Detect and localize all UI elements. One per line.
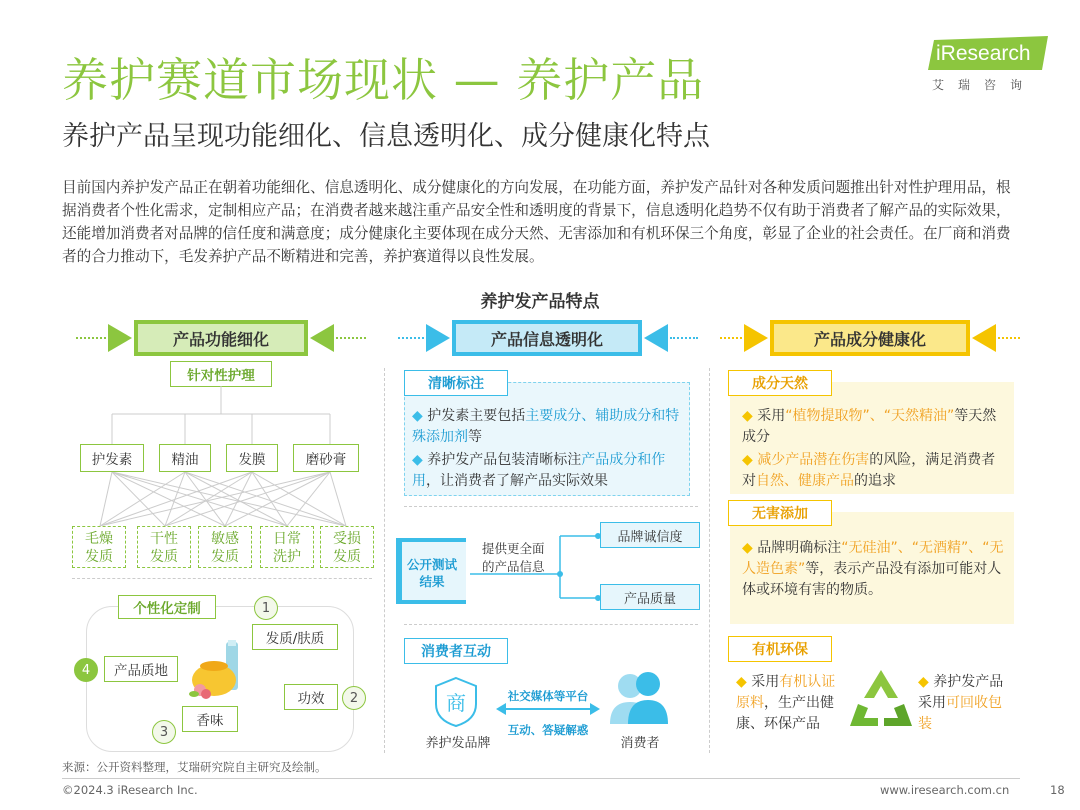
col1-header — [76, 320, 366, 356]
col2-header — [398, 320, 700, 356]
brand-label: 养护发品牌 — [425, 736, 491, 751]
natural-bullet-1: ◆ 采用“植物提取物”、“天然精油”等天然成分 — [742, 408, 997, 445]
site-url[interactable]: www.iresearch.com.cn — [880, 783, 1010, 797]
test-results-label: 公开测试结果 — [406, 557, 457, 589]
custom-num-4: 4 — [74, 658, 98, 682]
consumers-icon — [608, 670, 672, 726]
eco-bullet-1: ◆ 采用有机认证原料，生产出健康、环保产品 — [736, 674, 836, 732]
double-arrow-icon — [496, 702, 600, 716]
product-quality-box: 产品质量 — [600, 584, 700, 610]
col2-header-label: 产品信息透明化 — [456, 324, 638, 352]
col3-header — [720, 320, 1020, 356]
harmless-tag: 无害添加 — [728, 500, 832, 526]
divider — [72, 578, 372, 579]
product-essential-oil: 精油 — [159, 444, 211, 472]
page-number: 18 — [1050, 783, 1065, 797]
page-title: 养护赛道市场现状 — 养护产品 — [62, 53, 705, 107]
svg-text:商: 商 — [446, 691, 466, 715]
eco-bullet-2: ◆ 养护发产品采用可回收包装 — [918, 674, 1004, 732]
harmless-bullet: ◆ 品牌明确标注“无硅油”、“无酒精”、“无人造色素”等，表示产品没有添加可能对人体或环境有害的物质。 — [742, 540, 1004, 598]
custom-fragrance: 香味 — [182, 706, 238, 732]
column-separator — [709, 368, 710, 753]
product-scrub: 磨砂膏 — [293, 444, 359, 472]
natural-tag: 成分天然 — [728, 370, 832, 396]
hair-product-illustration — [188, 640, 252, 700]
eco-tag: 有机环保 — [728, 636, 832, 662]
product-conditioner: 护发素 — [80, 444, 144, 472]
divider — [404, 506, 698, 507]
footer-divider — [62, 778, 1020, 779]
diagram-title: 养护发产品特点 — [480, 292, 600, 312]
custom-num-1: 1 — [254, 596, 278, 620]
product-hair-mask: 发膜 — [226, 444, 278, 472]
hair-type-daily: 日常 洗护 — [260, 526, 314, 568]
divider — [404, 624, 698, 625]
hair-type-sensitive: 敏感 发质 — [198, 526, 252, 568]
iresearch-logo — [928, 36, 1050, 98]
copyright: ©2024.3 iResearch Inc. — [62, 783, 198, 797]
brand-icon — [432, 676, 480, 728]
custom-num-3: 3 — [152, 720, 176, 744]
clear-label-tag: 清晰标注 — [404, 370, 508, 396]
test-connector-lines — [470, 530, 600, 610]
custom-num-2: 2 — [342, 686, 366, 710]
logo-cn: 艾瑞咨询 — [932, 78, 1037, 92]
hair-type-damaged: 受损 发质 — [320, 526, 374, 568]
col3-header-label: 产品成分健康化 — [774, 324, 966, 352]
hair-type-frizzy: 毛燥 发质 — [72, 526, 126, 568]
consumer-label: 消费者 — [620, 736, 660, 751]
recycle-icon — [848, 668, 914, 730]
social-media-label: 社交媒体等平台 — [507, 689, 589, 703]
custom-hair-skin: 发质/肤质 — [252, 624, 338, 650]
custom-efficacy: 功效 — [284, 684, 338, 710]
hair-type-dry: 干性 发质 — [137, 526, 191, 568]
custom-tag: 个性化定制 — [118, 595, 216, 619]
page-subtitle: 养护产品呈现功能细化、信息透明化、成分健康化特点 — [62, 121, 710, 152]
logo-brand: iResearch — [936, 42, 1031, 65]
qa-label: 互动、答疑解惑 — [507, 723, 589, 737]
consumer-interaction-tag: 消费者互动 — [404, 638, 508, 664]
source-note: 来源：公开资料整理，艾瑞研究院自主研究及绘制。 — [62, 760, 327, 774]
clear-bullet-2: ◆ 养护发产品包装清晰标注产品成分和作用，让消费者了解产品实际效果 — [412, 452, 666, 489]
brand-trust-box: 品牌诚信度 — [600, 522, 700, 548]
clear-bullet-1: ◆ 护发素主要包括主要成分、辅助成分和特殊添加剂等 — [412, 408, 680, 445]
targeted-care-tag: 针对性护理 — [170, 361, 272, 387]
custom-texture: 产品质地 — [104, 656, 178, 682]
natural-bullet-2: ◆ 减少产品潜在伤害的风险，满足消费者对自然、健康产品的追求 — [742, 452, 996, 489]
col1-header-label: 产品功能细化 — [138, 324, 304, 352]
intro-paragraph: 目前国内养护发产品正在朝着功能细化、信息透明化、成分健康化的方向发展，在功能方面，养护发产品针对各种发质问题推出针对性护理用品，根据消费者个性化需求，定制相应产品；在消费者越来越注重产品安全性和透明度的背景下，信息透明化趋势不仅有助于消费者了解产品的实际效果，还能增加消费者对品牌的信任度和满意度；成分健康化主要体现在成分天然、无害添加和有机环保三个角度，彰显了企业的社会责任。在厂商和消费者的合力推动下，毛发养护产品不断精进和完善，养护赛道得以良性发展。 — [62, 179, 1011, 265]
column-separator — [384, 368, 385, 753]
provide-info-text: 提供更全面的产品信息 — [482, 541, 545, 574]
